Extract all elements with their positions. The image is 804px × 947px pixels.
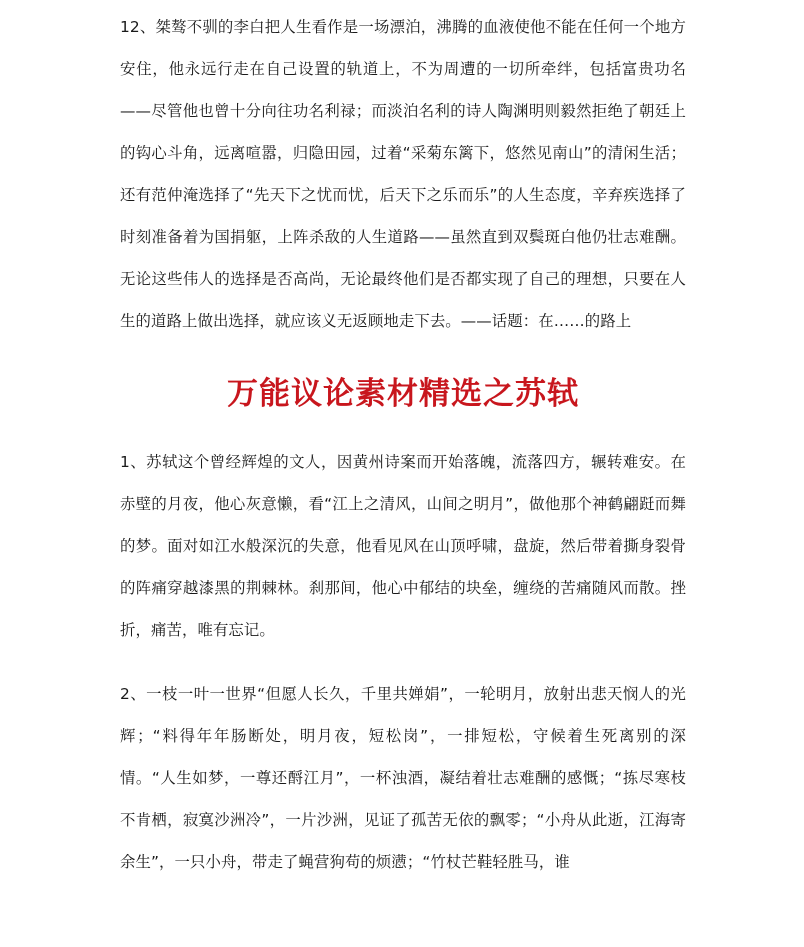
intro-paragraph: 12、桀骜不驯的李白把人生看作是一场漂泊，沸腾的血液使他不能在任何一个地方安住，他永远行走在自己设置的轨道上，不为周遭的一切所牵绊，包括富贵功名——尽管他也曾十分向往功名利禄；而淡泊名利的诗人陶渊明则毅然拒绝了朝廷上的钩心斗角，远离喧嚣，归隐田园，过着“采菊东篱下，悠然见南山”的清闲生活；还有范仲淹选择了“先天下之忧而忧，后天下之乐而乐”的人生态度，辛弃疾选择了时刻准备着为国捐躯，上阵杀敌的人生道路——虽然直到双鬓斑白他仍壮志难酬。无论这些伟人的选择是否高尚，无论最终他们是否都实现了自己的理想，只要在人生的道路上做出选择，就应该义无返顾地走下去。——话题：在……的路上 — [120, 18, 686, 330]
document-page — [120, 0, 686, 883]
paragraph-2: 2、一枝一叶一世界“但愿人长久，千里共婵娟”，一轮明月，放射出悲天悯人的光辉；“料得年年肠断处，明月夜，短松岗”，一排短松，守候着生死离别的深情。“人生如梦，一尊还酹江月”，一杯浊酒，凝结着壮志难酬的感慨；“拣尽寒枝不肯栖，寂寞沙洲冷”，一片沙洲，见证了孤苦无依的飘零；“小舟从此逝，江海寄余生”，一只小舟，带走了蝇营狗苟的烦懑；“竹杖芒鞋轻胜马，谁 — [120, 685, 686, 871]
paragraph-1: 1、苏轼这个曾经辉煌的文人，因黄州诗案而开始落魄，流落四方，辗转难安。在赤壁的月夜，他心灰意懒，看“江上之清风，山间之明月”，做他那个神鹤翩跹而舞的梦。面对如江水般深沉的失意，他看见风在山顶呼啸，盘旋，然后带着撕身裂骨的阵痛穿越漆黑的荆棘林。刹那间，他心中郁结的块垒，缠绕的苦痛随风而散。挫折，痛苦，唯有忘记。 — [120, 453, 686, 639]
section-title: 万能议论素材精选之苏轼 — [227, 376, 579, 412]
paragraph-spacer — [120, 651, 686, 673]
